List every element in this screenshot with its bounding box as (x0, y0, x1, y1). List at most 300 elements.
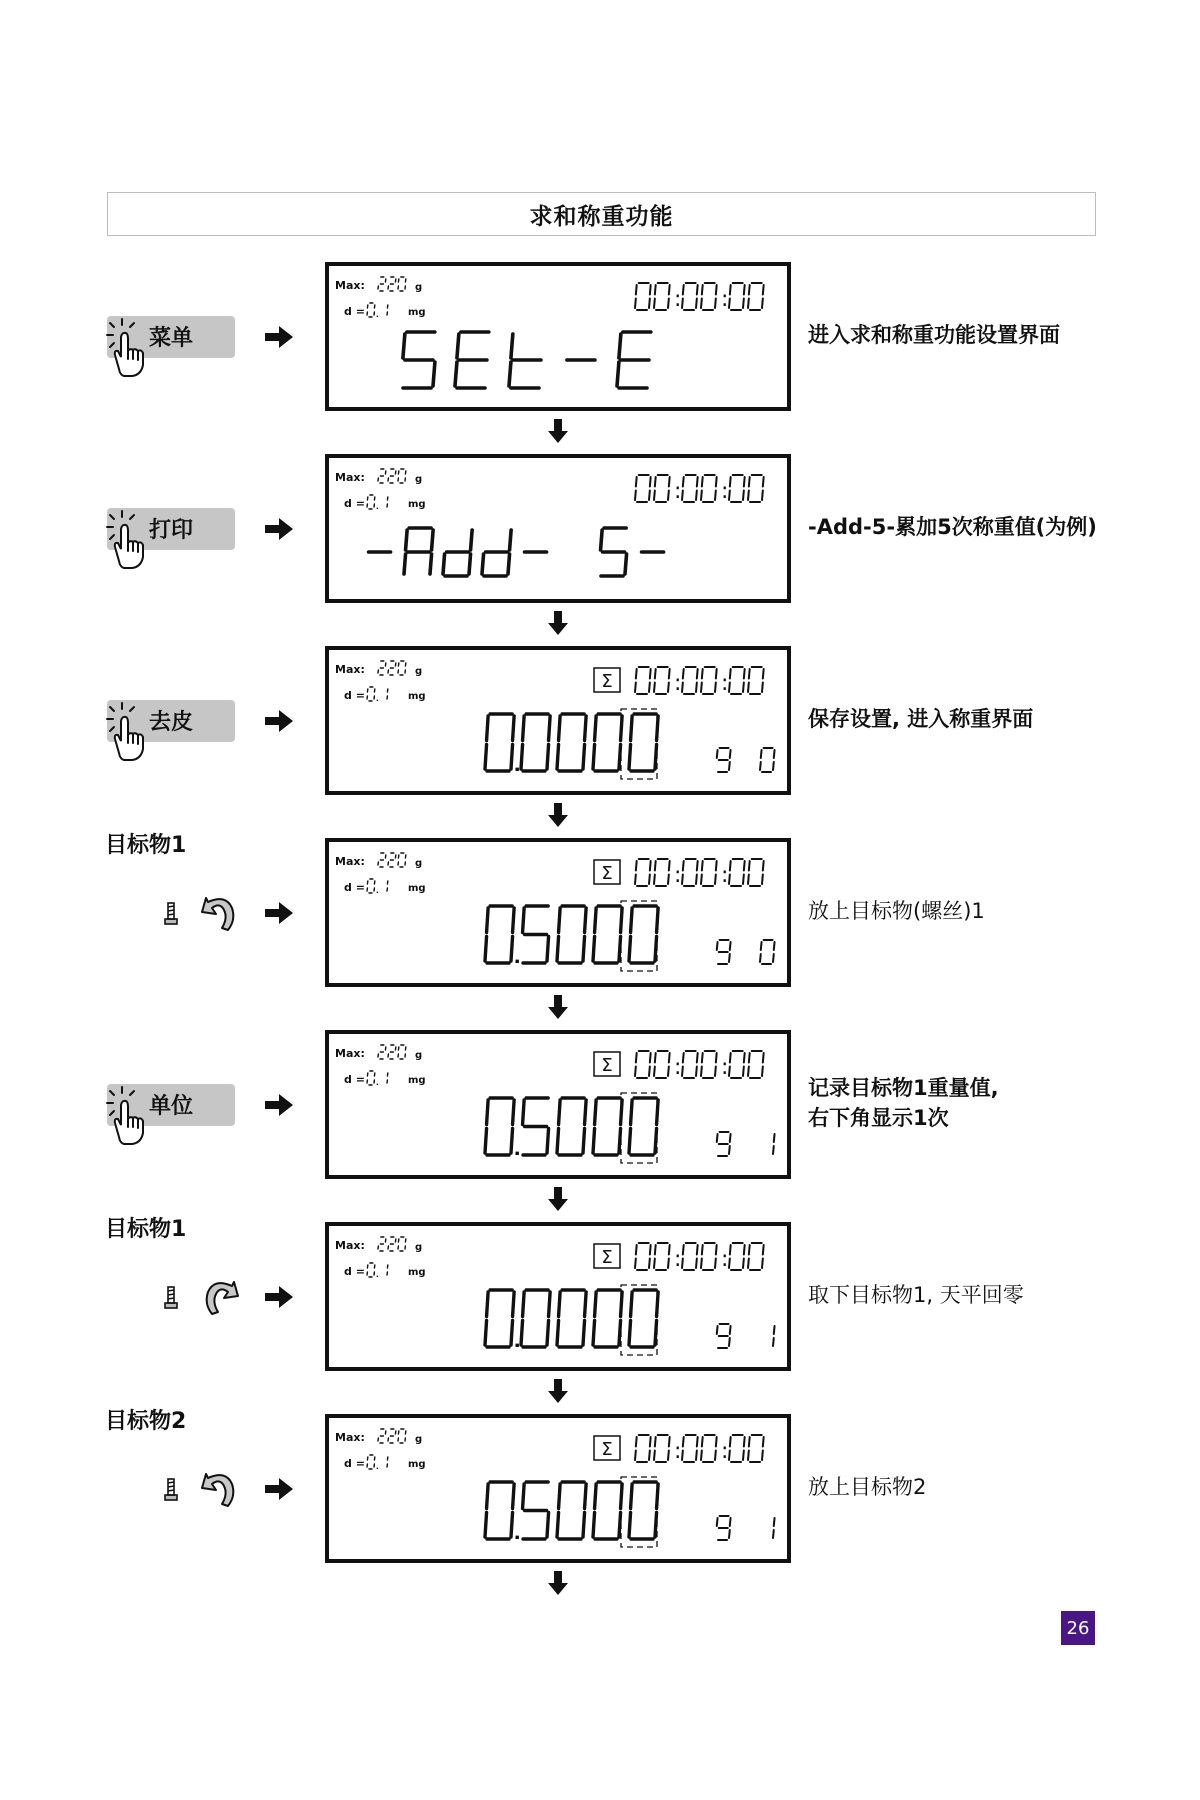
segment (774, 1518, 775, 1526)
segment (595, 1100, 597, 1125)
segment (619, 1321, 621, 1346)
segment (668, 299, 669, 309)
clock-colon: : (674, 671, 682, 696)
segment (509, 362, 511, 386)
segment (683, 1437, 684, 1447)
segment (521, 1321, 523, 1346)
accumulate-count (773, 1518, 775, 1538)
segment (697, 477, 698, 487)
segment (715, 1451, 716, 1461)
segment (702, 1437, 703, 1447)
arrow-right-icon (263, 516, 295, 542)
segment (696, 299, 697, 309)
segment (749, 1053, 750, 1063)
lcd-display (325, 262, 791, 411)
segment (655, 1321, 657, 1346)
segment (583, 1321, 585, 1346)
decimal-point (377, 700, 378, 701)
segment (631, 1100, 633, 1125)
segment (583, 745, 585, 770)
clock-colon: : (674, 287, 682, 312)
clock-digits (729, 475, 764, 502)
segment (774, 1134, 775, 1142)
segment (730, 1437, 731, 1447)
unit-indicator (717, 748, 731, 772)
clock-colon: : (674, 863, 682, 888)
segment (729, 299, 730, 309)
segment (619, 334, 621, 358)
lcd-display (325, 1030, 791, 1179)
segment (748, 1451, 749, 1461)
segment (696, 1259, 697, 1269)
segment (701, 1259, 702, 1269)
segment (635, 875, 636, 885)
segment (762, 1067, 763, 1077)
arrow-down-icon (546, 801, 570, 829)
max-value (378, 661, 406, 675)
lcd-screen (329, 266, 787, 407)
weight-reading (485, 714, 658, 771)
segment (730, 477, 731, 487)
segment (625, 554, 627, 574)
segment (702, 1245, 703, 1255)
segment (649, 1451, 650, 1461)
segment (763, 861, 764, 871)
segment (631, 716, 633, 741)
segment (715, 1067, 716, 1077)
step-description (808, 1280, 1024, 1310)
sigma-icon: Σ (601, 1055, 613, 1076)
max-label: Max: (335, 1239, 365, 1252)
segment (743, 299, 744, 309)
sigma-icon: Σ (601, 863, 613, 884)
max-unit: g (415, 1050, 423, 1061)
d-unit: mg (408, 499, 426, 510)
clock-digits (635, 1051, 670, 1078)
decimal-point (516, 768, 519, 771)
segment (748, 683, 749, 693)
segment (683, 477, 684, 487)
segment (697, 1053, 698, 1063)
arrow-right-icon (263, 1284, 295, 1310)
segment (593, 1321, 595, 1346)
d-value (367, 687, 388, 701)
clock-digits (729, 1051, 764, 1078)
clock-digits (635, 1243, 670, 1270)
segment (669, 285, 670, 295)
max-value (378, 853, 406, 867)
segment (702, 1053, 703, 1063)
segment (443, 554, 445, 574)
segment (547, 1321, 549, 1346)
segment (730, 861, 731, 871)
lcd-screen (329, 458, 787, 599)
segment (650, 1437, 651, 1447)
segment (762, 683, 763, 693)
segment (636, 669, 637, 679)
clock-digits (635, 283, 670, 310)
d-label: d = (344, 1265, 365, 1278)
arrow-down-icon (546, 1569, 570, 1597)
segment (585, 908, 587, 933)
segment (511, 1321, 513, 1346)
weight-reading (485, 1098, 658, 1155)
clock-digits (682, 475, 717, 502)
segment (521, 745, 523, 770)
last-digit-frame (621, 1477, 657, 1547)
max-value (378, 1237, 406, 1251)
segment (649, 875, 650, 885)
segment (635, 1259, 636, 1269)
arrow-down-icon (546, 993, 570, 1021)
segment (682, 683, 683, 693)
segment (559, 1484, 561, 1509)
segment (696, 491, 697, 501)
segment (649, 299, 650, 309)
segment (715, 491, 716, 501)
segment (682, 875, 683, 885)
segment (715, 875, 716, 885)
d-label: d = (344, 689, 365, 702)
segment (730, 1326, 731, 1334)
segment (508, 554, 510, 574)
segment (717, 1518, 718, 1526)
segment (585, 716, 587, 741)
segment (559, 908, 561, 933)
segment (547, 1129, 549, 1154)
segment (743, 683, 744, 693)
segment (650, 285, 651, 295)
segment (433, 362, 435, 386)
segment (617, 362, 619, 386)
segment (730, 750, 731, 758)
segment (636, 477, 637, 487)
segment (701, 683, 702, 693)
description-line: 记录目标物1重量值, (808, 1075, 999, 1100)
segment (762, 491, 763, 501)
d-label: d = (344, 305, 365, 318)
segment (650, 669, 651, 679)
segment (593, 745, 595, 770)
segment (683, 861, 684, 871)
segment (455, 362, 457, 386)
step-description (808, 704, 1033, 734)
segment (702, 669, 703, 679)
sigma-icon: Σ (601, 671, 613, 692)
weight-reading (485, 906, 658, 963)
segment (668, 683, 669, 693)
lcd-screen (329, 1418, 787, 1559)
clock-colon: : (721, 1439, 729, 1464)
segment (485, 1513, 487, 1538)
arrow-right-icon (263, 708, 295, 734)
segment (749, 861, 750, 871)
segment (487, 1100, 489, 1125)
clock-digits (635, 475, 670, 502)
max-label: Max: (335, 1047, 365, 1060)
segment (717, 1134, 718, 1142)
step-description (808, 320, 1060, 350)
segment (485, 1129, 487, 1154)
decimal-point (516, 1344, 519, 1347)
segment (485, 745, 487, 770)
description-line: -Add-5-累加5次称重值(为例) (808, 514, 1097, 539)
clock-digits (729, 1243, 764, 1270)
segment (743, 875, 744, 885)
segment (748, 299, 749, 309)
segment (547, 937, 549, 962)
segment (549, 716, 551, 741)
segment (743, 1259, 744, 1269)
segment (601, 530, 603, 550)
segment (583, 1513, 585, 1538)
segment (683, 669, 684, 679)
segment (717, 750, 718, 758)
segment (669, 1053, 670, 1063)
segment (774, 1326, 775, 1334)
segment (697, 1437, 698, 1447)
segment (729, 875, 730, 885)
segment (511, 1513, 513, 1538)
d-value (367, 303, 388, 317)
segment (730, 942, 731, 950)
segment (513, 1292, 515, 1317)
segment (655, 1245, 656, 1255)
segment (730, 1134, 731, 1142)
segment (762, 875, 763, 885)
clock-colon: : (721, 479, 729, 504)
unit-indicator (717, 1324, 731, 1348)
segment (697, 285, 698, 295)
segment (717, 1326, 718, 1334)
segment (636, 285, 637, 295)
segment (655, 477, 656, 487)
segment (557, 745, 559, 770)
accumulate-count (773, 1326, 775, 1346)
segment (629, 1321, 631, 1346)
segment (549, 1292, 551, 1317)
segment (744, 1245, 745, 1255)
description-line: 放上目标物(螺丝)1 (808, 898, 985, 923)
clock-digits (729, 859, 764, 886)
segment (557, 1321, 559, 1346)
clock-digits (635, 859, 670, 886)
segment (655, 1437, 656, 1447)
button-label: 打印 (149, 518, 194, 543)
segment (729, 1067, 730, 1077)
segment (696, 1451, 697, 1461)
clock-digits (729, 283, 764, 310)
display-message (403, 332, 651, 388)
segment (760, 762, 761, 770)
segment (773, 762, 774, 770)
segment (697, 1245, 698, 1255)
segment (763, 1053, 764, 1063)
segment (595, 1484, 597, 1509)
segment (701, 299, 702, 309)
segment (654, 1259, 655, 1269)
segment (682, 299, 683, 309)
segment (748, 491, 749, 501)
segment (557, 937, 559, 962)
segment (748, 1067, 749, 1077)
lcd-display (325, 454, 791, 603)
segment (682, 1067, 683, 1077)
d-label: d = (344, 881, 365, 894)
segment (430, 554, 432, 574)
segment (762, 299, 763, 309)
accumulate-count (760, 748, 775, 772)
segment (716, 285, 717, 295)
lcd-display (325, 646, 791, 795)
accumulate-count (760, 940, 775, 964)
segment (744, 1053, 745, 1063)
unit-indicator (717, 940, 731, 964)
segment (635, 299, 636, 309)
segment (654, 1451, 655, 1461)
screw-icon (163, 1476, 179, 1502)
weight-reading (485, 1482, 658, 1539)
segment (669, 861, 670, 871)
segment (629, 745, 631, 770)
segment (729, 1451, 730, 1461)
segment (729, 954, 730, 962)
d-unit: mg (408, 1459, 426, 1470)
decimal-point (516, 1536, 519, 1539)
segment (655, 1053, 656, 1063)
segment (585, 1484, 587, 1509)
lcd-screen (329, 842, 787, 983)
decimal-point (377, 316, 378, 317)
max-label: Max: (335, 471, 365, 484)
page-number: 26 (1061, 1611, 1095, 1645)
max-label: Max: (335, 1431, 365, 1444)
segment (716, 1053, 717, 1063)
d-unit: mg (408, 307, 426, 318)
lcd-screen (329, 1226, 787, 1367)
clock-colon: : (674, 479, 682, 504)
segment (636, 1437, 637, 1447)
segment (729, 683, 730, 693)
arrow-down-icon (546, 609, 570, 637)
segment (701, 491, 702, 501)
sigma-icon: Σ (601, 1439, 613, 1460)
segment (585, 1292, 587, 1317)
segment (457, 334, 459, 358)
segment (487, 1484, 489, 1509)
target-label: 目标物2 (105, 1409, 187, 1434)
arrow-right-icon (263, 900, 295, 926)
segment (774, 750, 775, 758)
segment (669, 669, 670, 679)
segment (585, 1100, 587, 1125)
segment (763, 1437, 764, 1447)
segment (761, 942, 762, 950)
d-unit: mg (408, 1267, 426, 1278)
button-label: 去皮 (149, 710, 194, 735)
max-value (378, 1429, 406, 1443)
segment (655, 669, 656, 679)
segment (487, 716, 489, 741)
segment (702, 861, 703, 871)
segment (744, 669, 745, 679)
max-unit: g (415, 474, 423, 485)
segment (636, 861, 637, 871)
segment (650, 861, 651, 871)
decimal-point (377, 1468, 378, 1469)
screw-icon (163, 900, 179, 926)
arrow-down-icon (546, 417, 570, 445)
segment (654, 491, 655, 501)
segment (744, 1437, 745, 1447)
max-value (378, 469, 406, 483)
d-label: d = (344, 1073, 365, 1086)
clock-colon: : (721, 863, 729, 888)
clock-digits (729, 1435, 764, 1462)
d-value (367, 1263, 388, 1277)
segment (730, 1245, 731, 1255)
max-label: Max: (335, 663, 365, 676)
description-line: 右下角显示1次 (808, 1105, 949, 1130)
step-description (808, 1472, 926, 1502)
segment (749, 669, 750, 679)
decimal-point (377, 892, 378, 893)
segment (511, 745, 513, 770)
description-line: 放上目标物2 (808, 1474, 927, 1499)
button-label: 单位 (149, 1094, 194, 1119)
lcd-display (325, 838, 791, 987)
segment (762, 1451, 763, 1461)
segment (636, 1053, 637, 1063)
segment (631, 1484, 633, 1509)
d-value (367, 1071, 388, 1085)
segment (513, 908, 515, 933)
clock-colon: : (674, 1247, 682, 1272)
rotate-icon (200, 892, 240, 934)
segment (406, 530, 408, 550)
segment (730, 669, 731, 679)
segment (559, 1292, 561, 1317)
clock-colon: : (721, 671, 729, 696)
segment (403, 334, 405, 358)
segment (743, 1067, 744, 1077)
clock-colon: : (674, 1055, 682, 1080)
page-title: 求和称重功能 (107, 192, 1096, 236)
segment (655, 937, 657, 962)
segment (650, 477, 651, 487)
max-unit: g (415, 282, 423, 293)
segment (593, 937, 595, 962)
decimal-point (516, 1152, 519, 1155)
arrow-down-icon (546, 1377, 570, 1405)
segment (636, 1245, 637, 1255)
segment (730, 1053, 731, 1063)
segment (749, 285, 750, 295)
max-unit: g (415, 1434, 423, 1445)
segment (649, 491, 650, 501)
segment (557, 1513, 559, 1538)
segment (696, 1067, 697, 1077)
d-value (367, 879, 388, 893)
rotate-icon (200, 1468, 240, 1510)
last-digit-frame (621, 709, 657, 779)
segment (654, 875, 655, 885)
segment (669, 1437, 670, 1447)
d-unit: mg (408, 691, 426, 702)
segment (547, 1513, 549, 1538)
segment (593, 1129, 595, 1154)
segment (619, 745, 621, 770)
